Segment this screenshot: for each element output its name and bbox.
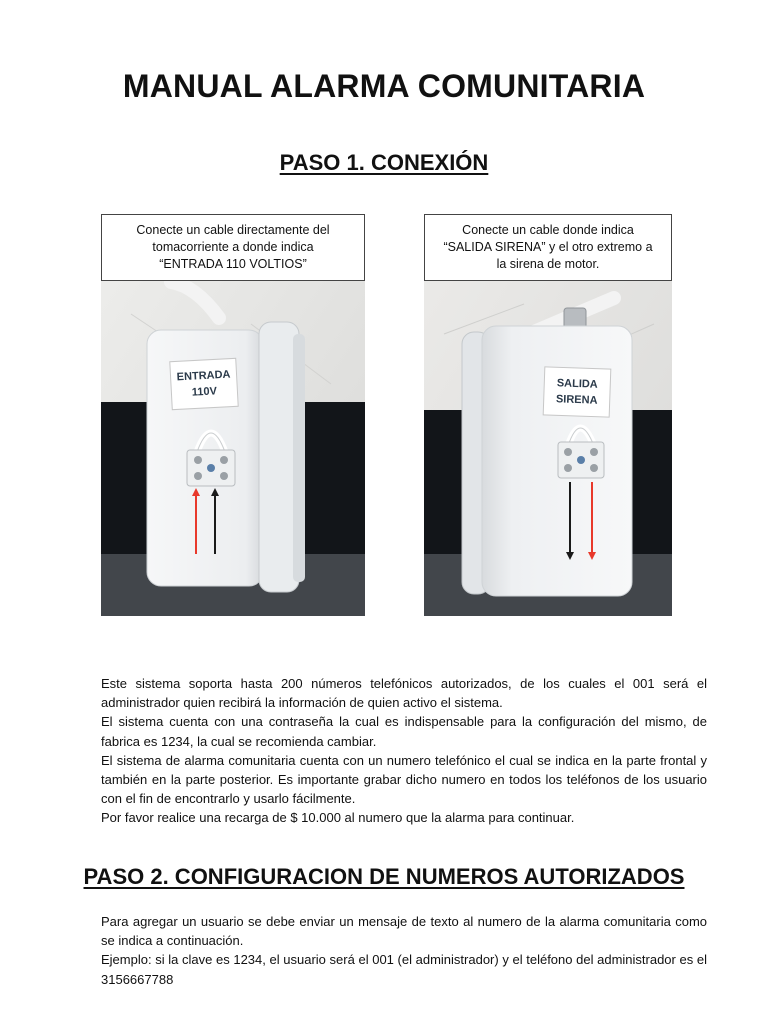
step1-body <box>101 674 707 828</box>
entrada-label-line2: 110V <box>191 385 218 399</box>
paragraph: Este sistema soporta hasta 200 números telefónicos autorizados, de los cuales el 001 será el administrador quien recibirá la información de quien activo el sistema. <box>101 676 707 711</box>
salida-photo <box>424 214 672 616</box>
paragraph: Ejemplo: si la clave es 1234, el usuario será el 001 (el administrador) y el teléfono del administrador es el 3156667788 <box>101 952 707 987</box>
step2-body <box>101 912 707 989</box>
entrada-photo <box>101 214 365 616</box>
salida-caption: Conecte un cable donde indica “SALIDA SIRENA” y el otro extremo a la sirena de motor. <box>424 214 672 281</box>
paragraph: Por favor realice una recarga de $ 10.000 al numero que la alarma para continuar. <box>101 810 575 826</box>
step2-heading: PASO 2. CONFIGURACION DE NUMEROS AUTORIZADOS <box>83 864 685 889</box>
entrada-caption: Conecte un cable directamente del tomacorriente a donde indica “ENTRADA 110 VOLTIOS” <box>101 214 365 281</box>
step1-heading: PASO 1. CONEXIÓN <box>279 150 489 175</box>
entrada-label-line1: ENTRADA <box>176 368 231 384</box>
salida-label-line2: SIRENA <box>555 393 598 407</box>
paragraph: El sistema cuenta con una contraseña la cual es indispensable para la configuración del mismo, de fabrica es 1234, la cual se recomienda cambiar. <box>101 714 707 749</box>
document-title: MANUAL ALARMA COMUNITARIA <box>122 68 646 104</box>
paragraph: Para agregar un usuario se debe enviar un mensaje de texto al numero de la alarma comunitaria como se indica a continuación. <box>101 914 707 949</box>
paragraph: El sistema de alarma comunitaria cuenta con un numero telefónico el cual se indica en la parte frontal y también en la parte posterior. Es importante grabar dicho numero en todos los teléfonos de los usuario con el fin de encontrarlo y usarlo fácilmente. <box>101 752 707 807</box>
salida-label-line1: SALIDA <box>556 377 598 391</box>
